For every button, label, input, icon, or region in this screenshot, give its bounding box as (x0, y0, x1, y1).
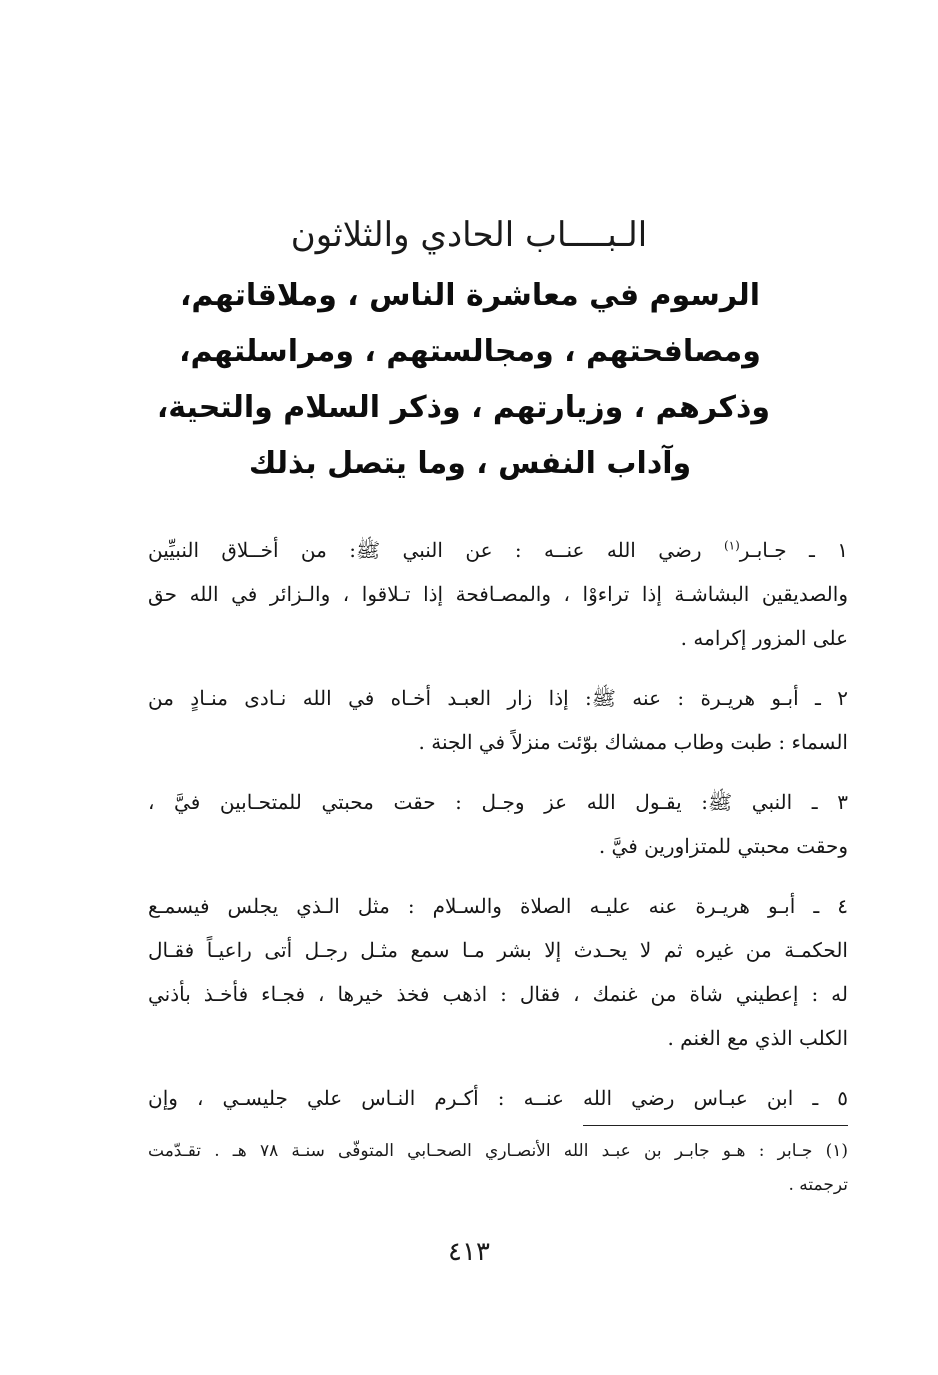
chapter-title-line: وذكرهم ، وزيارتهم ، وذكر السلام والتحية، (156, 390, 770, 425)
body-text (148, 528, 848, 1136)
entry-line: له : إعطيني شاة من غنمك ، فقال : اذهب فخذ خيرها ، فجـاء فأخـذ بأذني (148, 982, 848, 1006)
entry-5 (148, 1076, 848, 1120)
entry-line: وحقت محبتي للمتزاورين فيَّ . (598, 834, 848, 858)
footnote-separator (583, 1125, 848, 1126)
chapter-title-line: الرسوم في معاشرة الناس ، وملاقاتهم، (179, 278, 761, 313)
footnotes (148, 1134, 848, 1202)
footnote-line: (١) جـابر : هـو جابـر بن عبـد الله الأنصـاري الصحـابي المتوفّى سنـة ٧٨ هـ . تقـدّمت (148, 1141, 848, 1161)
entry-line: والصديقين البشاشـة إذا تراءوْا ، والمصـافحة إذا تـلاقوا ، والـزائر في الله حق (148, 582, 848, 606)
chapter-label: الـبــــاب الحادي والثلاثون (290, 215, 648, 255)
entry-lead: ١ ـ جـابـر (739, 538, 848, 562)
footnote-ref[interactable]: (١) (723, 538, 740, 553)
entry-line: على المزور إكرامه . (680, 626, 848, 650)
chapter-title-line: وآداب النفس ، وما يتصل بذلك (248, 446, 692, 481)
entry-1 (148, 528, 848, 660)
entry-4 (148, 884, 848, 1060)
entry-line: ٣ ـ النبي ﷺ: يقـول الله عز وجـل : حقت محبتي للمتحـابين فيَّ ، (148, 790, 848, 814)
chapter-title-line: ومصافحتهم ، ومجالستهم ، ومراسلتهم، (179, 334, 761, 369)
entry-line: ٢ ـ أبـو هريـرة : عنه ﷺ: إذا زار العبـد أخـاه في الله نـادى منـادٍ من (148, 686, 848, 710)
entry-3 (148, 780, 848, 868)
entry-line: الكلب الذي مع الغنم . (667, 1026, 848, 1050)
entry-line: السماء : طبت وطاب ممشاك بوّئت منزلاً في الجنة . (418, 730, 848, 754)
entry-line: ٥ ـ ابن عبـاس رضي الله عنــه : أكـرم النـاس علي جليسـي ، وإن (148, 1086, 848, 1110)
entry-line: ٤ ـ أبـو هريـرة عنه عليـه الصلاة والسـلام : مثل الـذي يجلس فيسمـع (148, 894, 848, 918)
entry-line (148, 528, 848, 572)
entry-line: الحكمـة من غيره ثم لا يحـدث إلا بشر مـا سمع مثـل رجـل أتى راعيـاً فقـال (148, 938, 848, 962)
chapter-title (156, 268, 770, 492)
entry-2 (148, 676, 848, 764)
page-number: ٤١٣ (448, 1237, 490, 1267)
footnote-line: ترجمته . (788, 1175, 848, 1195)
entry-text: رضي الله عنــه : عن النبي ﷺ: من أخــلاق النبيِّين (148, 538, 724, 562)
